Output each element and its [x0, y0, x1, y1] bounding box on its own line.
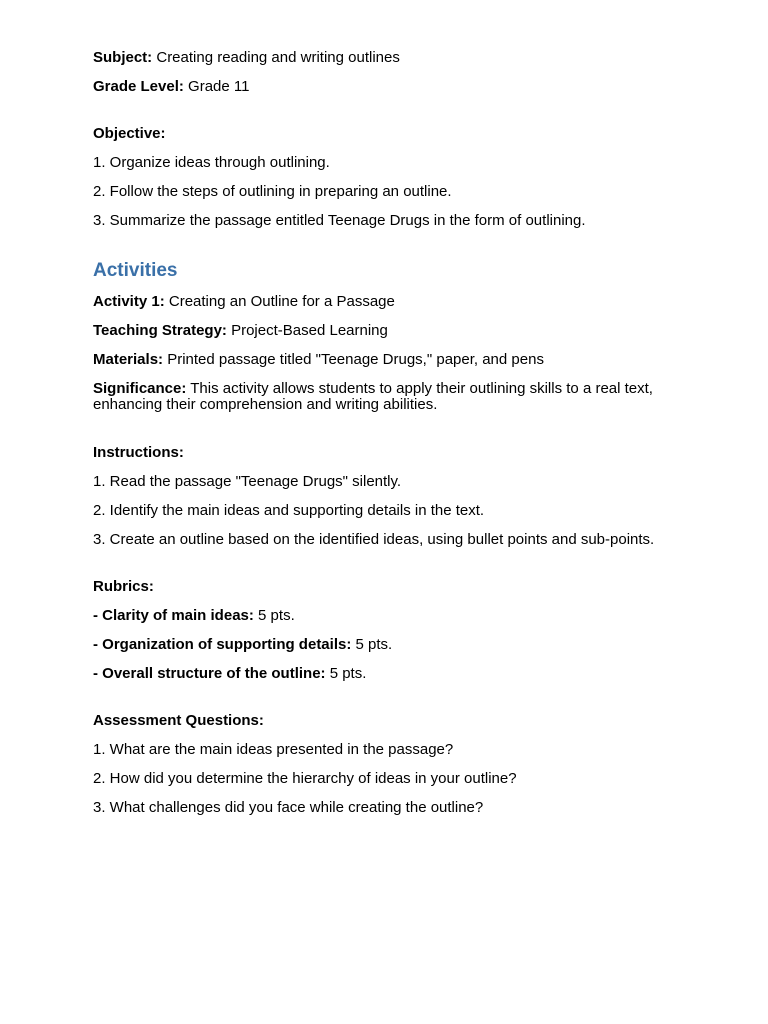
materials-value: Printed passage titled "Teenage Drugs," paper, and pens: [167, 351, 544, 368]
rubric-item: [93, 607, 295, 624]
rubric-item: [93, 665, 366, 682]
rubric-points: 5 pts.: [258, 607, 295, 624]
materials-label: Materials:: [93, 351, 164, 368]
objective-item: 2. Follow the steps of outlining in preparing an outline.: [93, 183, 452, 200]
rubrics-heading: Rubrics:: [93, 578, 154, 595]
grade-value: Grade 11: [188, 78, 250, 95]
subject-line: [93, 49, 400, 66]
assessment-heading: Assessment Questions:: [93, 712, 264, 729]
rubric-points: 5 pts.: [329, 665, 367, 682]
rubric-criterion: - Clarity of main ideas:: [93, 607, 254, 624]
strategy-label: Teaching Strategy:: [93, 322, 227, 339]
grade-line: [93, 78, 249, 95]
assessment-item: 1. What are the main ideas presented in the passage?: [93, 741, 454, 758]
materials-line: [93, 351, 544, 368]
significance-line: [93, 381, 683, 413]
activity-value: Creating an Outline for a Passage: [168, 293, 395, 310]
instruction-item: 2. Identify the main ideas and supporting details in the text.: [93, 502, 485, 519]
activity-label: Activity 1:: [93, 293, 165, 310]
instruction-item: 1. Read the passage "Teenage Drugs" silently.: [93, 473, 402, 490]
significance-value: This activity allows students to apply their outlining skills to a real text, enhancing their comprehension and writing abilities.: [93, 380, 653, 413]
objective-item: 3. Summarize the passage entitled Teenage Drugs in the form of outlining.: [93, 212, 586, 229]
significance-label: Significance:: [93, 380, 187, 397]
assessment-item: 2. How did you determine the hierarchy of ideas in your outline?: [93, 770, 517, 787]
rubric-points: 5 pts.: [355, 636, 393, 653]
subject-label: Subject:: [93, 49, 153, 66]
strategy-value: Project-Based Learning: [231, 322, 388, 339]
rubric-item: [93, 636, 392, 653]
objective-item: 1. Organize ideas through outlining.: [93, 154, 330, 171]
activity-line: [93, 293, 395, 310]
grade-label: Grade Level:: [93, 78, 184, 95]
rubric-criterion: - Overall structure of the outline:: [93, 665, 326, 682]
instruction-item: 3. Create an outline based on the identified ideas, using bullet points and sub-points.: [93, 531, 655, 548]
instructions-heading: Instructions:: [93, 444, 184, 461]
strategy-line: [93, 322, 388, 339]
activities-heading: Activities: [93, 260, 178, 281]
subject-value: Creating reading and writing outlines: [156, 49, 400, 66]
rubric-criterion: - Organization of supporting details:: [93, 636, 352, 653]
assessment-item: 3. What challenges did you face while creating the outline?: [93, 799, 484, 816]
objective-heading: Objective:: [93, 125, 166, 142]
